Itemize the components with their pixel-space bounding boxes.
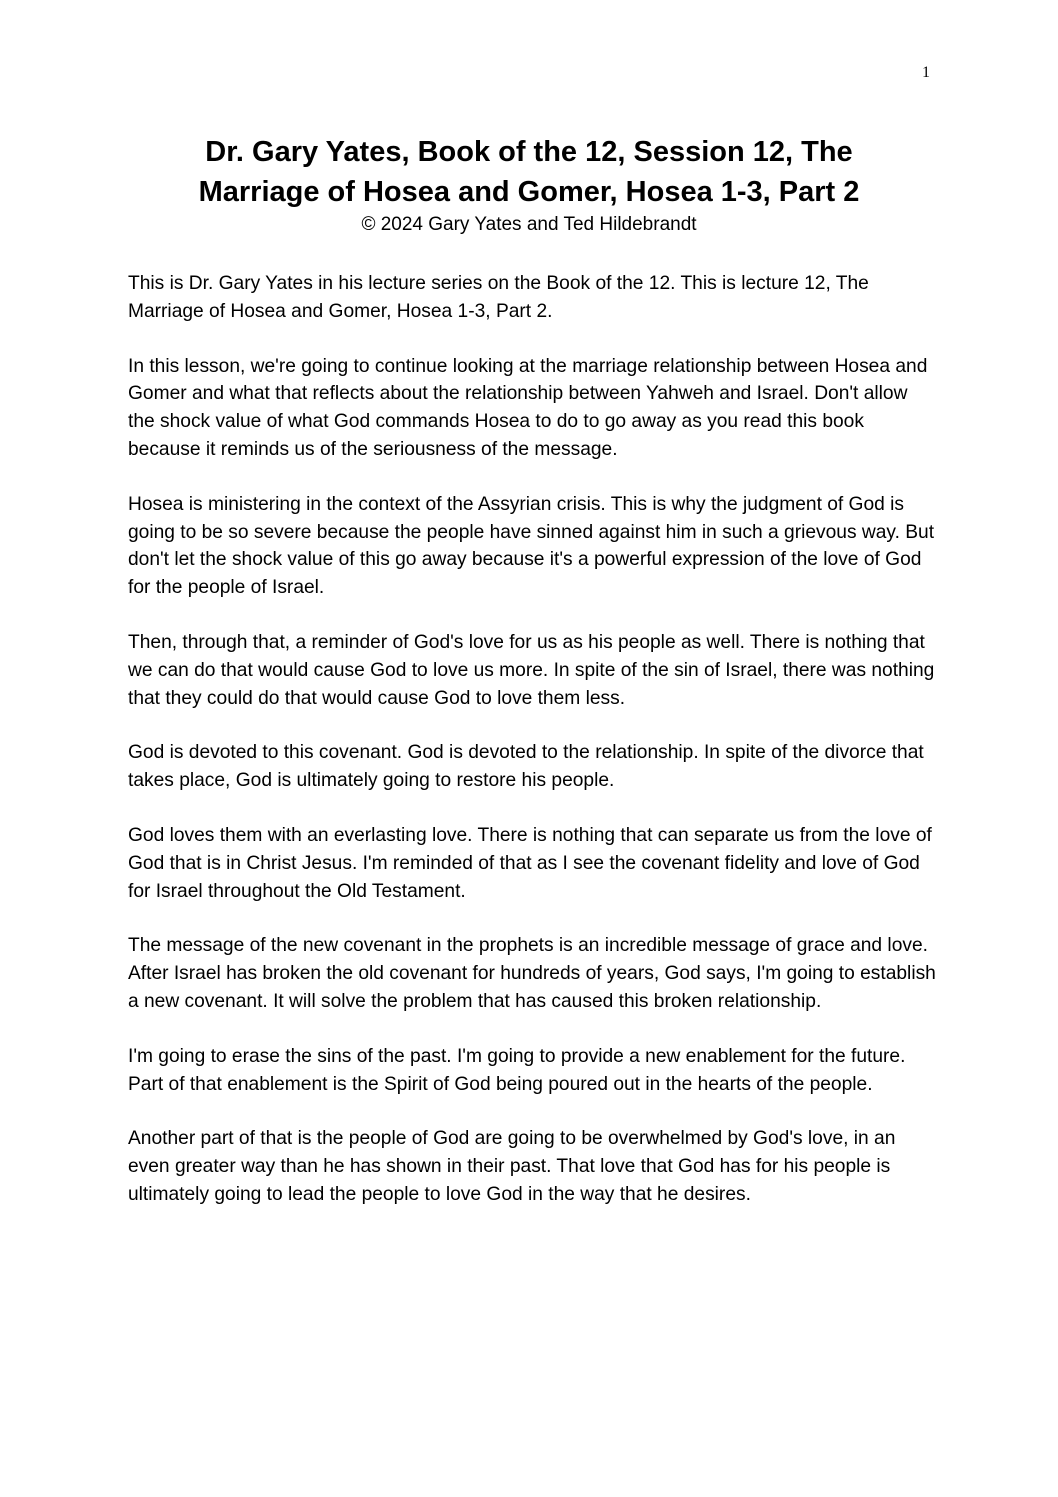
paragraph-4: Then, through that, a reminder of God's love for us as his people as well. There is nothing that we can do that would cause God to love us more. In spite of the sin of Israel, there was nothing that they could do that would cause God to love them less.	[128, 631, 935, 709]
title-block	[100, 132, 958, 238]
paragraph-6: God loves them with an everlasting love. There is nothing that can separate us from the love of God that is in Christ Jesus. I'm reminded of that as I see the covenant fidelity and love of God for Israel throughout the Old Testament.	[128, 824, 932, 902]
paragraph-1: This is Dr. Gary Yates in his lecture series on the Book of the 12. This is lecture 12, The Marriage of Hosea and Gomer, Hosea 1-3, Part 2.	[128, 273, 869, 322]
document-body	[128, 270, 938, 1236]
title-line-2: Marriage of Hosea and Gomer, Hosea 1-3, Part 2	[198, 176, 860, 208]
paragraph-3: Hosea is ministering in the context of the Assyrian crisis. This is why the judgment of God is going to be so severe because the people have sinned against him in such a grievous way. But don't let the shock value of this go away because it's a powerful expression of the love of God for the people of Israel.	[128, 493, 935, 599]
page-number: 1	[922, 64, 930, 81]
paragraph-5: God is devoted to this covenant. God is devoted to the relationship. In spite of the divorce that takes place, God is ultimately going to restore his people.	[128, 742, 924, 792]
paragraph-9: Another part of that is the people of God are going to be overwhelmed by God's love, in an even greater way than he has shown in their past. That love that God has for his people is ultimately going to lead the people to love God in the way that he desires.	[128, 1128, 896, 1205]
document-title	[100, 132, 958, 212]
paragraph-7: The message of the new covenant in the prophets is an incredible message of grace and love. After Israel has broken the old covenant for hundreds of years, God says, I'm going to establish a new covenant. It will solve the problem that has caused this broken relationship.	[128, 935, 936, 1012]
paragraph-2: In this lesson, we're going to continue looking at the marriage relationship between Hosea and Gomer and what that reflects about the relationship between Yahweh and Israel. Don't allow the shock value of what God commands Hosea to do to go away as you read this book because it reminds us of the seriousness of the message.	[128, 355, 928, 460]
copyright-line: © 2024 Gary Yates and Ted Hildebrandt	[361, 214, 697, 235]
title-line-1: Dr. Gary Yates, Book of the 12, Session 12, The	[205, 136, 853, 168]
paragraph-8: I'm going to erase the sins of the past. I'm going to provide a new enablement for the future. Part of that enablement is the Spirit of God being poured out in the hearts of the people.	[128, 1045, 906, 1095]
